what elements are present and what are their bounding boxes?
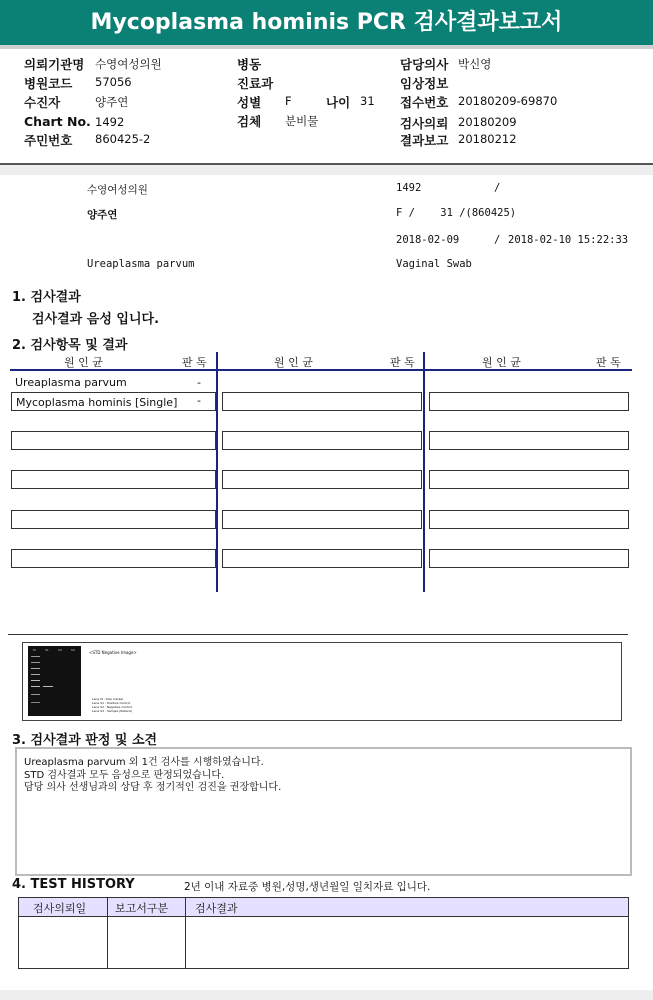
dept-label: 진료과 [237, 76, 274, 91]
block-name: 양주연 [87, 209, 118, 221]
age-label: 나이 [326, 95, 351, 110]
chart-label: Chart No. [24, 114, 91, 129]
history-note: 2년 이내 자료중 병원,성명,생년월일 일치자료 입니다. [184, 881, 431, 893]
request-label: 검사의뢰 [400, 116, 449, 131]
block-date1: 2018-02-09 [396, 234, 460, 246]
history-table [18, 897, 629, 969]
footer-band [0, 990, 653, 1000]
receipt-label: 접수번호 [400, 95, 449, 110]
code-label: 병원코드 [24, 76, 73, 91]
patient-label: 수진자 [24, 95, 61, 110]
block-chart: 1492 [396, 182, 422, 194]
empty-cell [222, 392, 422, 411]
receipt-value: 20180209-69870 [458, 94, 558, 108]
history-col-type: 보고서구분 [115, 902, 169, 915]
gel-legend: Lane M : Size marker [92, 697, 124, 701]
section1-heading: 1. 검사결과 [12, 290, 81, 305]
row-result: - [197, 376, 201, 389]
opinion-line: Ureaplasma parvum 외 1건 검사를 시행하였습니다. [24, 757, 264, 768]
institution-label: 의뢰기관명 [24, 57, 85, 72]
report-date-value: 20180212 [458, 132, 517, 146]
col-result-1: 판 독 [182, 356, 207, 369]
age-value: 31 [360, 94, 375, 108]
block-sexage: F / 31 /(860425) [396, 207, 517, 219]
block-organism: Ureaplasma parvum [87, 258, 195, 270]
results-table-header [10, 352, 632, 371]
specimen-label: 검체 [237, 114, 262, 129]
row-pathogen: Mycoplasma hominis [Single] [16, 396, 178, 409]
history-table-header [19, 898, 628, 917]
clinical-label: 임상정보 [400, 76, 449, 91]
gel-legend: Lane S1 : Positive Control [92, 701, 131, 705]
ward-label: 병동 [237, 57, 262, 72]
col-pathogen-1: 원 인 균 [64, 356, 103, 369]
sex-value: F [285, 94, 292, 108]
row-result: - [197, 394, 201, 407]
section2-heading: 2. 검사항목 및 결과 [12, 338, 128, 353]
block-clinic: 수영여성의원 [87, 184, 148, 196]
gel-divider [8, 634, 628, 635]
section4-heading: 4. TEST HISTORY [12, 877, 135, 892]
row-pathogen: Ureaplasma parvum [15, 376, 127, 389]
report-date-label: 결과보고 [400, 133, 449, 148]
history-col-divider [185, 898, 186, 968]
institution-value: 수영여성의원 [95, 57, 162, 71]
empty-cell [222, 470, 422, 489]
gel-image [28, 646, 81, 716]
empty-cell [429, 392, 629, 411]
empty-cell [11, 470, 216, 489]
block-date2: 2018-02-10 15:22:33 [508, 234, 629, 246]
doctor-label: 담당의사 [400, 57, 449, 72]
empty-cell [429, 510, 629, 529]
specimen-value: 분비물 [285, 114, 319, 128]
ssn-value: 860425-2 [95, 132, 151, 146]
history-col-request: 검사의뢰일 [33, 902, 87, 915]
ssn-label: 주민번호 [24, 133, 73, 148]
section1-result: 검사결과 음성 입니다. [32, 312, 160, 327]
opinion-line: STD 검사결과 모두 음성으로 판정되었습니다. [24, 770, 225, 781]
request-value: 20180209 [458, 115, 517, 129]
doctor-value: 박신영 [458, 57, 492, 71]
empty-cell [11, 510, 216, 529]
empty-cell [429, 549, 629, 568]
empty-cell [429, 431, 629, 450]
empty-cell [11, 549, 216, 568]
empty-cell [11, 431, 216, 450]
column-divider [216, 352, 218, 592]
block-chart-sep: / [494, 182, 501, 194]
empty-cell [429, 470, 629, 489]
column-divider [423, 352, 425, 592]
code-value: 57056 [95, 75, 132, 89]
lane-label: S2 [58, 648, 62, 652]
opinion-line: 담당 의사 선생님과의 상담 후 정기적인 검진을 권장합니다. [24, 782, 282, 793]
report-title: Mycoplasma hominis PCR 검사결과보고서 [0, 0, 653, 49]
lane-label: M [33, 648, 36, 652]
sex-label: 성별 [237, 95, 262, 110]
col-result-3: 판 독 [596, 356, 621, 369]
gel-legend: Lane S3 : Sample (Patient) [92, 709, 132, 713]
col-result-2: 판 독 [390, 356, 415, 369]
chart-value: 1492 [95, 115, 125, 129]
empty-cell [222, 431, 422, 450]
section3-heading: 3. 검사결과 판정 및 소견 [12, 733, 158, 748]
col-pathogen-3: 원 인 균 [482, 356, 521, 369]
lane-label: S1 [45, 648, 49, 652]
patient-value: 양주연 [95, 95, 129, 109]
header-band [0, 165, 653, 175]
empty-cell [222, 510, 422, 529]
gel-title: <STD Negative Image> [89, 650, 137, 655]
block-specimen: Vaginal Swab [396, 258, 472, 270]
col-pathogen-2: 원 인 균 [274, 356, 313, 369]
lane-label: S3 [71, 648, 75, 652]
history-col-divider [107, 898, 108, 968]
empty-cell [222, 549, 422, 568]
block-date-sep: / [494, 234, 501, 246]
gel-legend: Lane S2 : Negative Control [92, 705, 133, 709]
history-col-result: 검사결과 [195, 902, 238, 915]
